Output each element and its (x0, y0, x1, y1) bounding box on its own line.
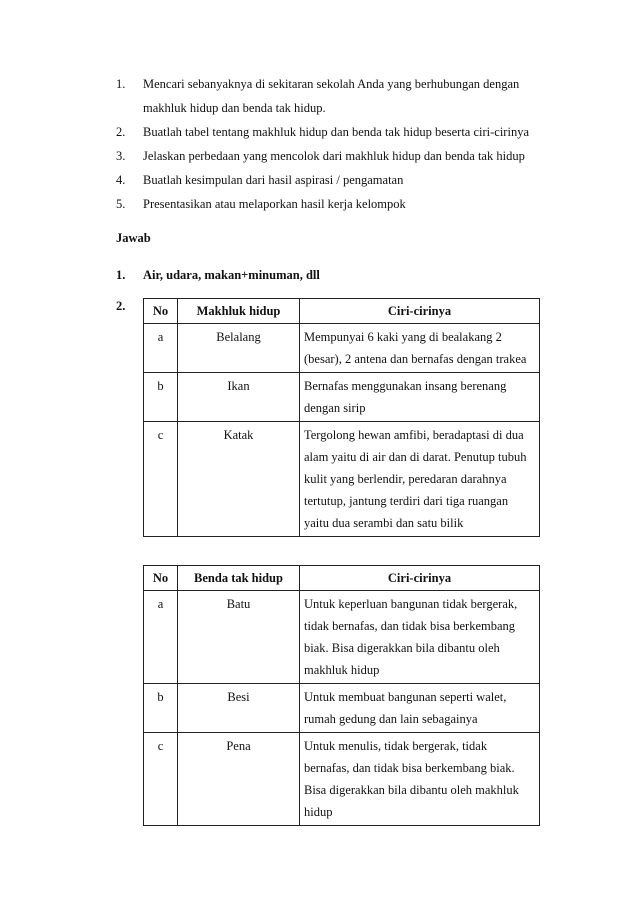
row-name: Ikan (178, 373, 300, 422)
answer-number: 1. (116, 268, 126, 282)
task-item-1 (116, 72, 556, 120)
row-desc: Bernafas menggunakan insang berenang dengan sirip (300, 373, 540, 422)
living-things-table (143, 298, 540, 537)
row-no: a (144, 591, 178, 684)
row-name: Belalang (178, 324, 300, 373)
task-number: 2. (116, 125, 126, 139)
row-desc: Mempunyai 6 kaki yang di bealakang 2 (besar), 2 antena dan bernafas dengan trakea (300, 324, 540, 373)
task-item-5 (116, 192, 556, 216)
table-row (144, 733, 540, 826)
header-traits: Ciri-cirinya (300, 299, 540, 324)
row-name: Katak (178, 422, 300, 537)
task-text: Presentasikan atau melaporkan hasil kerja kelompok (143, 197, 406, 211)
task-number: 1. (116, 77, 126, 91)
row-desc: Untuk keperluan bangunan tidak bergerak, tidak bernafas, dan tidak bisa berkembang biak. Bisa digerakkan bila dibantu oleh makhluk hidup (300, 591, 540, 684)
task-text: Buatlah tabel tentang makhluk hidup dan benda tak hidup beserta ciri-cirinya (143, 125, 529, 139)
task-item-4 (116, 168, 556, 192)
answer-text: Air, udara, makan+minuman, dll (143, 268, 320, 282)
nonliving-things-table (143, 565, 540, 826)
table-header-row (144, 566, 540, 591)
row-name: Batu (178, 591, 300, 684)
answer-number-2: 2. (116, 299, 126, 313)
task-text: Buatlah kesimpulan dari hasil aspirasi / pengamatan (143, 173, 404, 187)
task-item-3 (116, 144, 556, 168)
row-desc: Untuk membuat bangunan seperti walet, rumah gedung dan lain sebagainya (300, 684, 540, 733)
table-row (144, 324, 540, 373)
task-number: 4. (116, 173, 126, 187)
row-no: c (144, 422, 178, 537)
task-item-2 (116, 120, 556, 144)
task-number: 3. (116, 149, 126, 163)
task-text: Mencari sebanyaknya di sekitaran sekolah Anda yang berhubungan dengan makhluk hidup dan benda tak hidup. (143, 77, 520, 115)
table-row (144, 373, 540, 422)
header-traits: Ciri-cirinya (300, 566, 540, 591)
header-name: Benda tak hidup (178, 566, 300, 591)
table-row (144, 422, 540, 537)
answer-item-1 (116, 268, 320, 283)
row-desc: Untuk menulis, tidak bergerak, tidak bernafas, dan tidak bisa berkembang biak. Bisa digerakkan bila dibantu oleh makhluk hidup (300, 733, 540, 826)
header-no: No (144, 566, 178, 591)
row-name: Pena (178, 733, 300, 826)
task-list (116, 72, 556, 216)
table-row (144, 591, 540, 684)
row-name: Besi (178, 684, 300, 733)
header-name: Makhluk hidup (178, 299, 300, 324)
row-no: c (144, 733, 178, 826)
row-no: b (144, 684, 178, 733)
row-desc: Tergolong hewan amfibi, beradaptasi di dua alam yaitu di air dan di darat. Penutup tubuh kulit yang berlendir, peredaran darahnya tertutup, jantung terdiri dari tiga ruangan yaitu dua serambi dan satu bilik (300, 422, 540, 537)
header-no: No (144, 299, 178, 324)
row-no: a (144, 324, 178, 373)
row-no: b (144, 373, 178, 422)
task-number: 5. (116, 197, 126, 211)
table-header-row (144, 299, 540, 324)
table-row (144, 684, 540, 733)
task-text: Jelaskan perbedaan yang mencolok dari makhluk hidup dan benda tak hidup (143, 149, 525, 163)
answer-heading: Jawab (116, 231, 151, 245)
